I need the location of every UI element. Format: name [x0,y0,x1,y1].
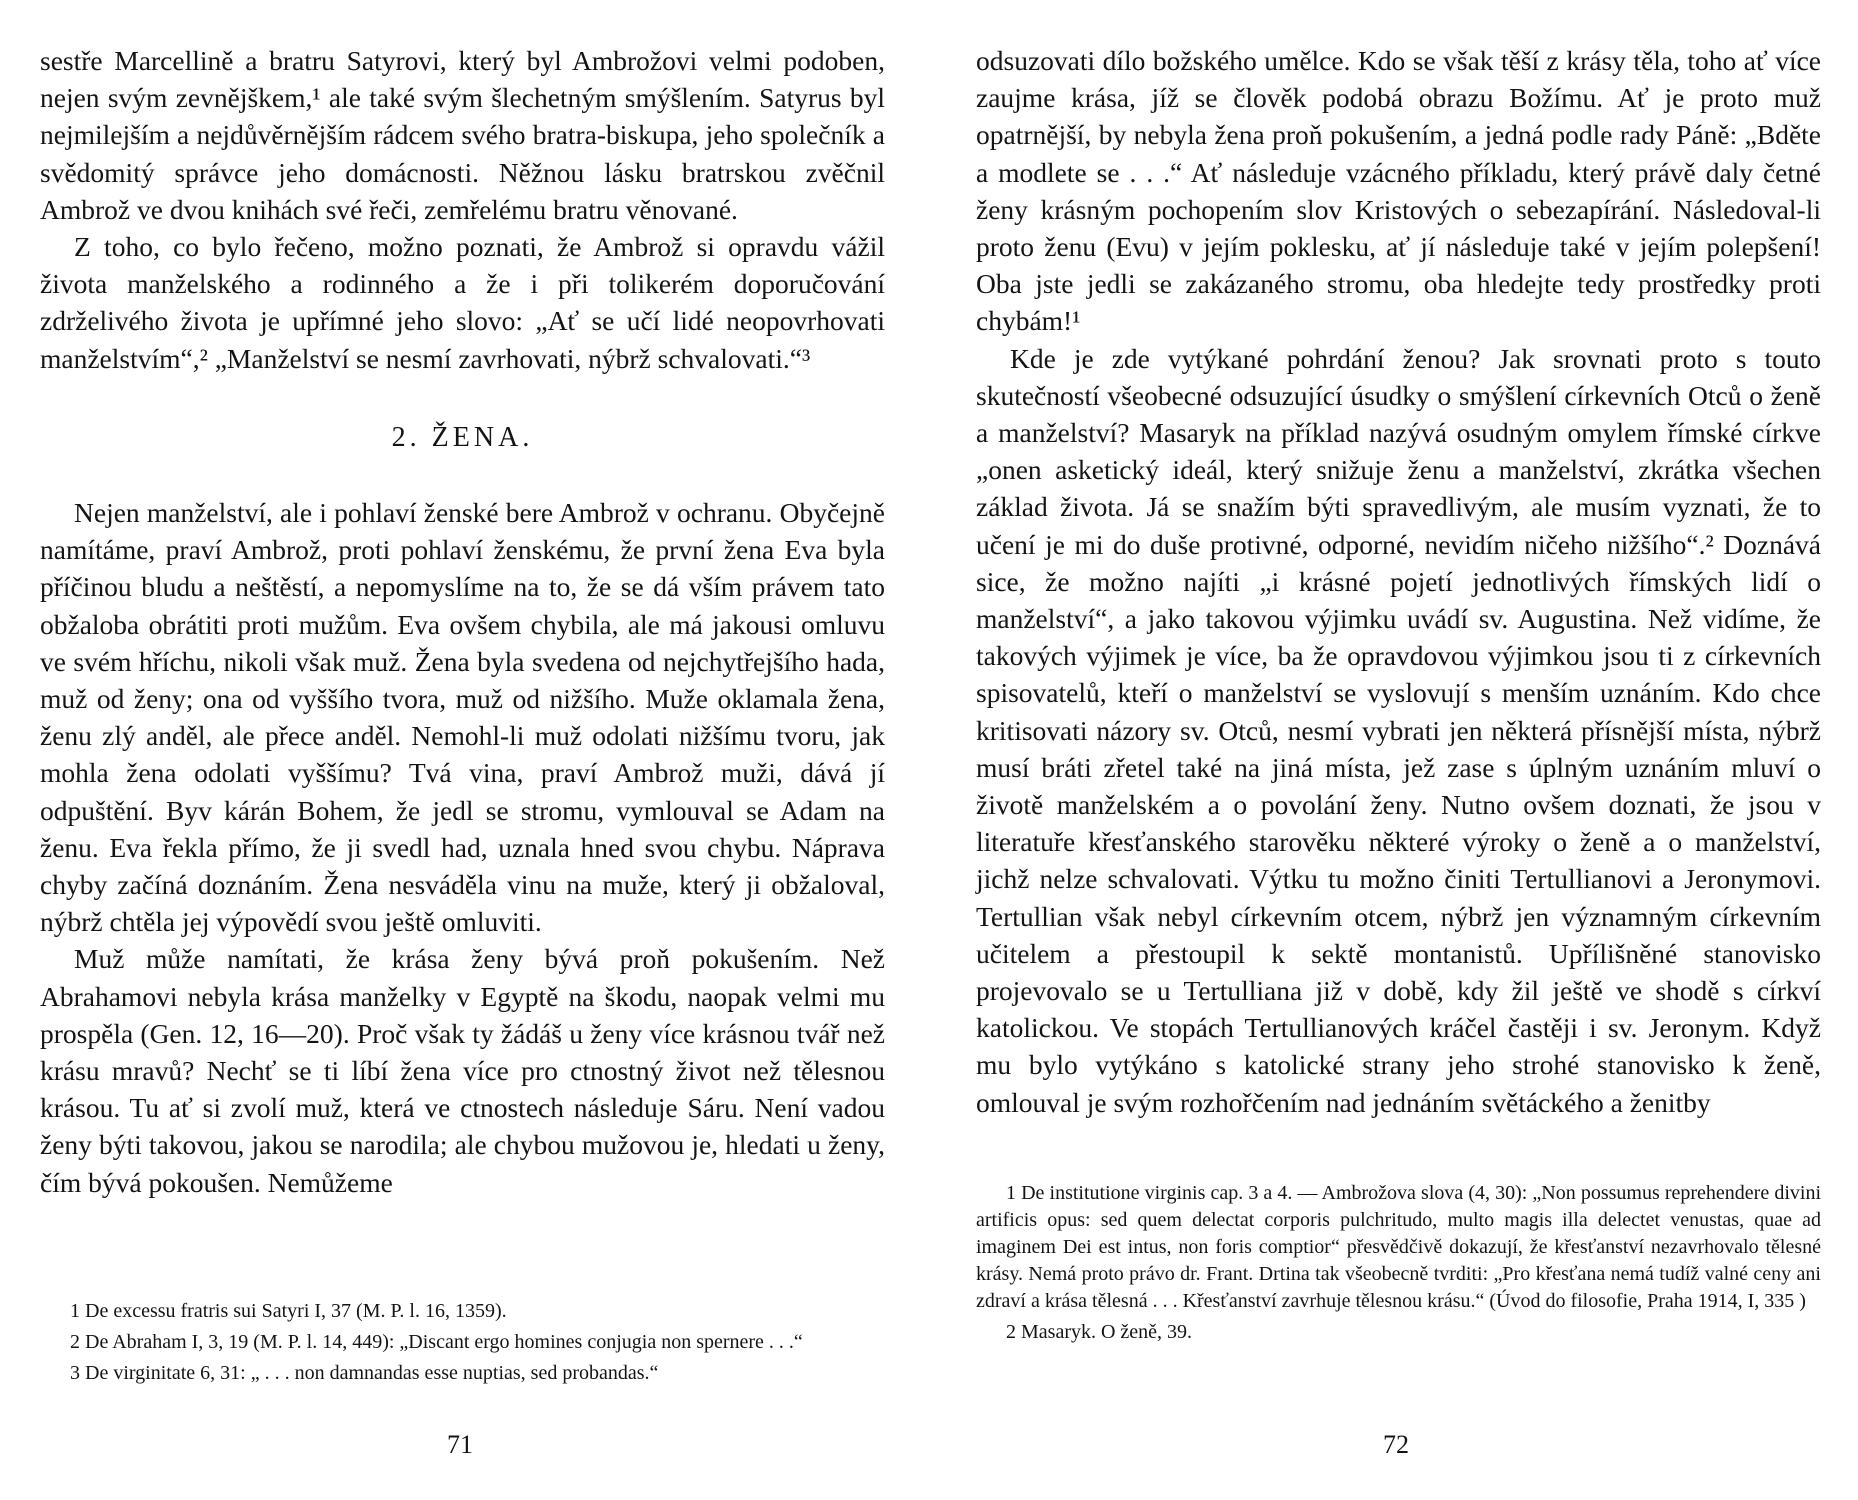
left-page-number: 71 [447,1430,473,1459]
left-page [30,0,890,1500]
left-paragraph-3: Nejen manželství, ale i pohlaví ženské bere Ambrož v ochranu. Obyčejně namítáme, praví Ambrož, proti pohlaví ženskému, že první žena Eva byla příčinou bludu a neštěstí, a nepomyslíme na to, že se dá vším právem tato obžaloba obrátiti proti mužům. Eva ovšem chybila, ale má jakousi omluvu ve svém hříchu, nikoli však muž. Žena byla svedena od nejchytřejšího hada, muž od ženy; ona od vyššího tvora, muž od nižšího. Muže oklamala žena, ženu zlý anděl, ale přece anděl. Nemohl-li muž odolati nižšímu tvoru, jak mohla žena odolati vyššímu? Tvá vina, praví Ambrož muži, dává jí odpuštění. Byv kárán Bohem, že jedl se stromu, vymlouval se Adam na ženu. Eva řekla přímo, že ji svedl had, uznala hned svou chybu. Náprava chyby začíná doznáním. Žena nesváděla vinu na muže, který ji obžaloval, nýbrž chtěla jej výpovědí svou ještě omluviti. [40,497,885,938]
left-footnotes [40,1298,885,1391]
right-footnote-1: 1 De institutione virginis cap. 3 a 4. — Ambrožova slova (4, 30): „Non possumus reprehendere divini artificis opus: sed quem delectat corporis pulchritudo, multo magis illa delectet venustas, quae ad imaginem Dei est intus, non foris comptior“ přesvědčivě dokazují, že křesťanství nezavrhovalo tělesné krásy. Nemá proto právo dr. Frant. Drtina tak všeobecně tvrditi: „Pro křesťana nemá tudíž valné ceny ani zdraví a krása tělesná . . . Křesťanství zavrhuje tělesnou krásu.“ (Úvod do filosofie, Praha 1914, I, 335 ) [976,1182,1821,1312]
left-footnote-1: 1 De excessu fratris sui Satyri I, 37 (M. P. l. 16, 1359). [70,1300,507,1322]
right-footnotes [976,1180,1821,1350]
right-paragraph-1: odsuzovati dílo božského umělce. Kdo se však těší z krásy těla, toho ať více zaujme krása, jíž se člověk podobá obrazu Božímu. Ať je proto muž opatrnější, by nebyla žena proň pokušením, a jedná podle rady Páně: „Bděte a modlete se . . .“ Ať následuje vzácného příkladu, který právě daly četné ženy krásným pochopením slov Kristových o sebezapírání. Následoval-li proto ženu (Evu) v jejím poklesku, ať jí následuje také v jejím polepšení! Oba jste jedli se zakázaného stromu, oba hledejte tedy prostředky proti chybám!¹ [976,45,1821,337]
left-paragraph-2: Z toho, co bylo řečeno, možno poznati, že Ambrož si opravdu vážil života manželského a rodinného a že i při tolikerém doporučování zdrželivého života je upřímné jeho slovo: „Ať se učí lidé neopovrhovati manželstvím“,² „Manželství se nesmí zavrhovati, nýbrž schvalovati.“³ [40,231,885,374]
right-page [966,0,1826,1500]
left-footnote-3: 3 De virginitate 6, 31: „ . . . non damnandas esse nuptias, sed probandas.“ [70,1362,659,1384]
right-page-number: 72 [1383,1430,1409,1459]
right-paragraph-2: Kde je zde vytýkané pohrdání ženou? Jak srovnati proto s touto skutečností všeobecné odsuzující úsudky o smýšlení církevních Otců o ženě a manželství? Masaryk na příklad nazývá osudným omylem římské církve „onen asketický ideál, který snižuje ženu a manželství, zkrátka všechen základ života. Já se snažím býti spravedlivým, ale musím vyznati, že to učení je mi do duše protivné, odporné, nevidím ničeho nižšího“.² Doznává sice, že možno najíti „i krásné pojetí jednotlivých římských lidí o manželství“, a jako takovou výjimku uvádí sv. Augustina. Než vidíme, že takových výjimek je více, ba že opravdovou výjimkou jsou ti z církevních spisovatelů, kteří o manželství se vyslovují s menším uznáním. Kdo chce kritisovati názory sv. Otců, nesmí vybrati jen některá přísnější místa, nýbrž musí bráti zřetel také na jiná místa, jež zase s úplným uznáním mluví o životě manželském a o povolání ženy. Nutno ovšem doznati, že jsou v literatuře křesťanského starověku některé výroky o ženě a o manželství, jichž nelze schvalovati. Výtku tu možno činiti Tertullianovi a Jeronymovi. Tertullian však nebyl církevním otcem, nýbrž jen významným církevním učitelem a přestoupil k sektě montanistů. Upřílišněné stanovisko projevovalo se u Tertulliana již v době, kdy žil ještě ve shodě s církví katolickou. Ve stopách Tertullianových kráčel častěji i sv. Jeronym. Když mu bylo vytýkáno s katolické strany jeho strohé stanovisko k ženě, omlouval je svým rozhořčením nad jednáním světáckého a ženitby [976,342,1821,1118]
right-footnote-2: 2 Masaryk. O ženě, 39. [1006,1321,1193,1343]
left-paragraph-4: Muž může namítati, že krása ženy bývá proň pokušením. Než Abrahamovi nebyla krása manželky v Egyptě na škodu, naopak velmi mu prospěla (Gen. 12, 16—20). Proč však ty žádáš u ženy více krásnou tvář než krásu mravů? Nechť se ti líbí žena více pro ctnostný život než tělesnou krásou. Tu ať si zvolí muž, která ve ctnostech následuje Sáru. Není vadou ženy býti takovou, jakou se narodila; ale chybou mužovou je, hledati u ženy, čím bývá pokoušen. Nemůžeme [40,943,885,1198]
left-footnote-2: 2 De Abraham I, 3, 19 (M. P. l. 14, 449): „Discant ergo homines conjugia non spernere . . .“ [70,1331,803,1353]
left-body-text [40,42,885,1201]
right-body-text [976,42,1821,1121]
section-heading: 2. ŽENA. [391,421,534,453]
left-paragraph-1: sestře Marcellině a bratru Satyrovi, který byl Ambrožovi velmi podoben, nejen svým zevnějškem,¹ ale také svým šlechetným smýšlením. Satyrus byl nejmilejším a nejdůvěrnějším rádcem svého bratra-biskupa, jeho společník a svědomitý správce jeho domácnosti. Něžnou lásku bratrskou zvěčnil Ambrož ve dvou knihách své řeči, zemřelému bratru věnované. [40,45,885,225]
